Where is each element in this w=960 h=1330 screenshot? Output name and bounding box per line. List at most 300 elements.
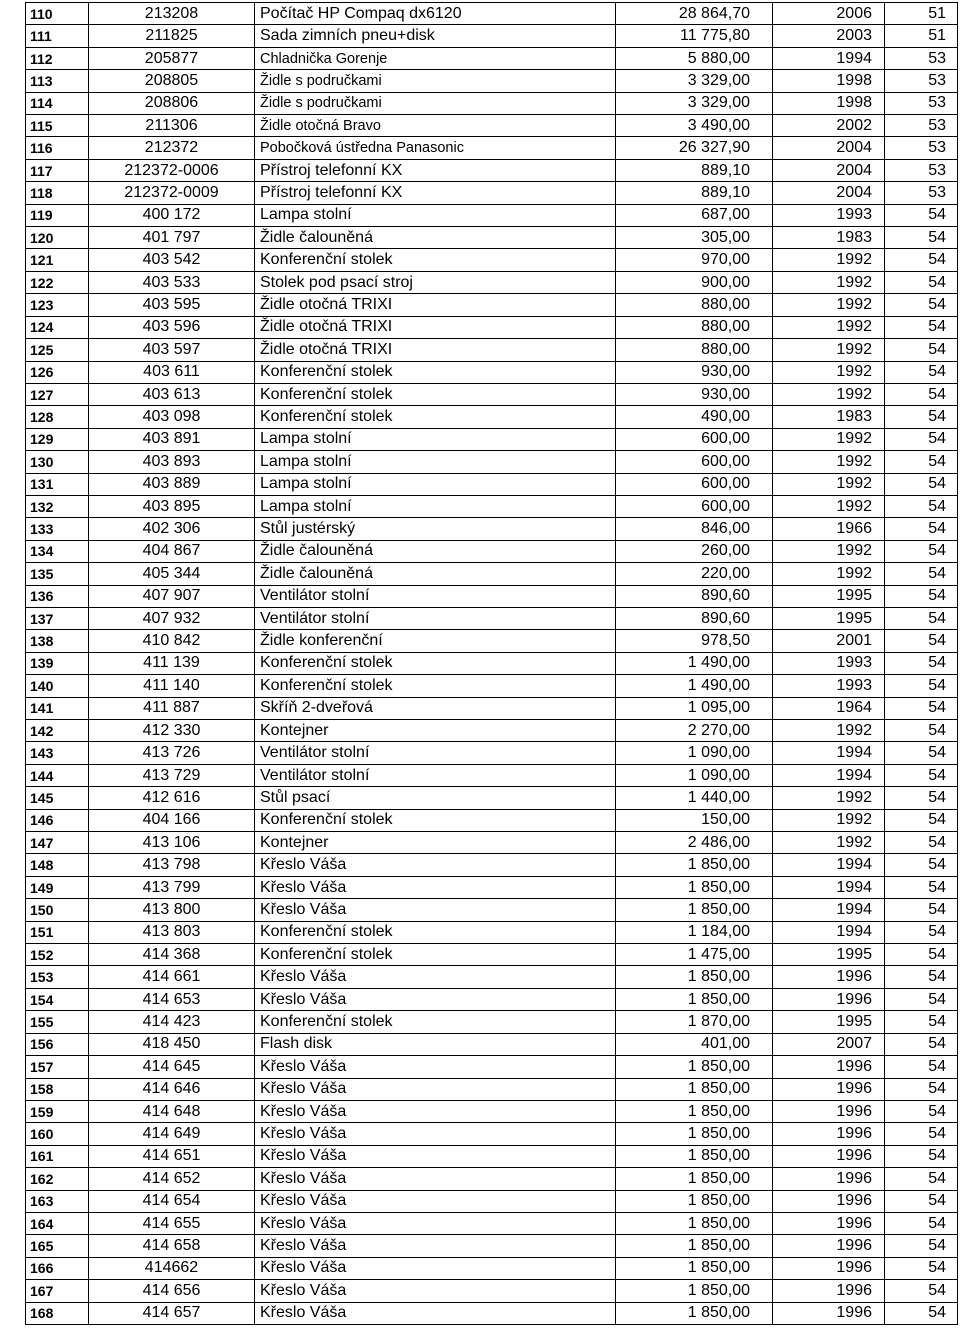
year-cell: 1994 <box>773 47 885 69</box>
table-row <box>26 1257 958 1279</box>
table-row <box>26 271 958 293</box>
price-cell: 490,00 <box>616 406 773 428</box>
room-cell: 53 <box>885 159 958 181</box>
inventory-number-cell: 403 895 <box>89 495 255 517</box>
year-cell: 2002 <box>773 115 885 137</box>
table-row <box>26 159 958 181</box>
row-number-cell: 158 <box>26 1078 89 1100</box>
year-cell: 1964 <box>773 697 885 719</box>
inventory-number-cell: 411 887 <box>89 697 255 719</box>
table-row <box>26 1078 958 1100</box>
year-cell: 1992 <box>773 428 885 450</box>
room-cell: 53 <box>885 92 958 114</box>
room-cell: 54 <box>885 406 958 428</box>
item-name-cell: Ventilátor stolní <box>255 585 616 607</box>
row-number-cell: 116 <box>26 137 89 159</box>
year-cell: 1996 <box>773 1123 885 1145</box>
price-cell: 1 850,00 <box>616 899 773 921</box>
room-cell: 53 <box>885 47 958 69</box>
room-cell: 54 <box>885 1168 958 1190</box>
price-cell: 1 850,00 <box>616 1280 773 1302</box>
room-cell: 54 <box>885 787 958 809</box>
item-name-cell: Chladnička Gorenje <box>255 47 616 69</box>
table-row <box>26 1033 958 1055</box>
inventory-number-cell: 403 533 <box>89 271 255 293</box>
room-cell: 54 <box>885 1257 958 1279</box>
room-cell: 51 <box>885 3 958 25</box>
year-cell: 2004 <box>773 159 885 181</box>
table-row <box>26 1190 958 1212</box>
row-number-cell: 118 <box>26 182 89 204</box>
year-cell: 1992 <box>773 832 885 854</box>
inventory-number-cell: 403 889 <box>89 473 255 495</box>
price-cell: 1 850,00 <box>616 854 773 876</box>
row-number-cell: 155 <box>26 1011 89 1033</box>
year-cell: 2006 <box>773 3 885 25</box>
room-cell: 54 <box>885 1100 958 1122</box>
table-row <box>26 809 958 831</box>
price-cell: 1 850,00 <box>616 1078 773 1100</box>
row-number-cell: 149 <box>26 876 89 898</box>
price-cell: 1 850,00 <box>616 1235 773 1257</box>
inventory-number-cell: 403 893 <box>89 451 255 473</box>
table-row <box>26 428 958 450</box>
inventory-number-cell: 401 797 <box>89 227 255 249</box>
room-cell: 54 <box>885 1033 958 1055</box>
inventory-number-cell: 407 907 <box>89 585 255 607</box>
inventory-number-cell: 418 450 <box>89 1033 255 1055</box>
item-name-cell: Kontejner <box>255 720 616 742</box>
room-cell: 54 <box>885 339 958 361</box>
item-name-cell: Konferenční stolek <box>255 921 616 943</box>
row-number-cell: 123 <box>26 294 89 316</box>
year-cell: 1992 <box>773 563 885 585</box>
table-row <box>26 1280 958 1302</box>
room-cell: 53 <box>885 115 958 137</box>
item-name-cell: Konferenční stolek <box>255 361 616 383</box>
room-cell: 54 <box>885 271 958 293</box>
table-row <box>26 1100 958 1122</box>
price-cell: 11 775,80 <box>616 25 773 47</box>
room-cell: 51 <box>885 25 958 47</box>
item-name-cell: Lampa stolní <box>255 204 616 226</box>
price-cell: 600,00 <box>616 473 773 495</box>
year-cell: 1996 <box>773 1280 885 1302</box>
room-cell: 54 <box>885 720 958 742</box>
price-cell: 889,10 <box>616 159 773 181</box>
year-cell: 1993 <box>773 652 885 674</box>
inventory-number-cell: 404 867 <box>89 540 255 562</box>
item-name-cell: Kontejner <box>255 832 616 854</box>
year-cell: 1994 <box>773 876 885 898</box>
inventory-number-cell: 403 613 <box>89 383 255 405</box>
price-cell: 1 090,00 <box>616 764 773 786</box>
row-number-cell: 129 <box>26 428 89 450</box>
price-cell: 889,10 <box>616 182 773 204</box>
table-row <box>26 854 958 876</box>
inventory-number-cell: 413 798 <box>89 854 255 876</box>
room-cell: 54 <box>885 697 958 719</box>
price-cell: 305,00 <box>616 227 773 249</box>
item-name-cell: Židle čalouněná <box>255 227 616 249</box>
table-row <box>26 607 958 629</box>
table-row <box>26 563 958 585</box>
item-name-cell: Židle čalouněná <box>255 563 616 585</box>
room-cell: 54 <box>885 204 958 226</box>
row-number-cell: 126 <box>26 361 89 383</box>
table-row <box>26 316 958 338</box>
inventory-number-cell: 414 656 <box>89 1280 255 1302</box>
year-cell: 1994 <box>773 764 885 786</box>
row-number-cell: 130 <box>26 451 89 473</box>
table-row <box>26 47 958 69</box>
item-name-cell: Konferenční stolek <box>255 652 616 674</box>
inventory-number-cell: 413 800 <box>89 899 255 921</box>
table-row <box>26 1123 958 1145</box>
row-number-cell: 145 <box>26 787 89 809</box>
table-row <box>26 876 958 898</box>
room-cell: 53 <box>885 137 958 159</box>
price-cell: 600,00 <box>616 428 773 450</box>
inventory-number-cell: 403 891 <box>89 428 255 450</box>
price-cell: 1 850,00 <box>616 1123 773 1145</box>
room-cell: 54 <box>885 876 958 898</box>
item-name-cell: Konferenční stolek <box>255 944 616 966</box>
year-cell: 1995 <box>773 944 885 966</box>
price-cell: 1 850,00 <box>616 988 773 1010</box>
row-number-cell: 131 <box>26 473 89 495</box>
item-name-cell: Přístroj telefonní KX <box>255 182 616 204</box>
row-number-cell: 156 <box>26 1033 89 1055</box>
year-cell: 1996 <box>773 1302 885 1324</box>
table-row <box>26 1168 958 1190</box>
table-row <box>26 204 958 226</box>
price-cell: 900,00 <box>616 271 773 293</box>
year-cell: 1996 <box>773 988 885 1010</box>
year-cell: 1993 <box>773 204 885 226</box>
year-cell: 1996 <box>773 1168 885 1190</box>
price-cell: 1 850,00 <box>616 1100 773 1122</box>
year-cell: 1995 <box>773 607 885 629</box>
row-number-cell: 137 <box>26 607 89 629</box>
year-cell: 2004 <box>773 137 885 159</box>
price-cell: 930,00 <box>616 383 773 405</box>
inventory-number-cell: 400 172 <box>89 204 255 226</box>
item-name-cell: Křeslo Váša <box>255 1257 616 1279</box>
item-name-cell: Konferenční stolek <box>255 383 616 405</box>
year-cell: 1994 <box>773 854 885 876</box>
item-name-cell: Stolek pod psací stroj <box>255 271 616 293</box>
row-number-cell: 119 <box>26 204 89 226</box>
room-cell: 54 <box>885 540 958 562</box>
room-cell: 54 <box>885 854 958 876</box>
item-name-cell: Křeslo Váša <box>255 1280 616 1302</box>
item-name-cell: Ventilátor stolní <box>255 764 616 786</box>
inventory-number-cell: 403 611 <box>89 361 255 383</box>
price-cell: 890,60 <box>616 585 773 607</box>
room-cell: 54 <box>885 294 958 316</box>
year-cell: 2004 <box>773 182 885 204</box>
inventory-number-cell: 212372 <box>89 137 255 159</box>
table-row <box>26 92 958 114</box>
table-row <box>26 406 958 428</box>
inventory-number-cell: 413 106 <box>89 832 255 854</box>
inventory-number-cell: 404 166 <box>89 809 255 831</box>
room-cell: 54 <box>885 1212 958 1234</box>
inventory-number-cell: 412 616 <box>89 787 255 809</box>
row-number-cell: 125 <box>26 339 89 361</box>
room-cell: 54 <box>885 495 958 517</box>
room-cell: 54 <box>885 563 958 585</box>
inventory-number-cell: 410 842 <box>89 630 255 652</box>
price-cell: 1 850,00 <box>616 1145 773 1167</box>
price-cell: 970,00 <box>616 249 773 271</box>
row-number-cell: 168 <box>26 1302 89 1324</box>
room-cell: 54 <box>885 809 958 831</box>
price-cell: 600,00 <box>616 451 773 473</box>
table-row <box>26 227 958 249</box>
room-cell: 54 <box>885 652 958 674</box>
inventory-number-cell: 414662 <box>89 1257 255 1279</box>
table-row <box>26 249 958 271</box>
year-cell: 1992 <box>773 787 885 809</box>
item-name-cell: Skříň 2-dveřová <box>255 697 616 719</box>
row-number-cell: 115 <box>26 115 89 137</box>
price-cell: 880,00 <box>616 339 773 361</box>
year-cell: 1996 <box>773 1212 885 1234</box>
room-cell: 54 <box>885 1011 958 1033</box>
room-cell: 54 <box>885 1235 958 1257</box>
price-cell: 1 850,00 <box>616 1257 773 1279</box>
year-cell: 1996 <box>773 1100 885 1122</box>
room-cell: 53 <box>885 70 958 92</box>
price-cell: 1 850,00 <box>616 876 773 898</box>
item-name-cell: Židle s područkami <box>255 92 616 114</box>
inventory-number-cell: 402 306 <box>89 518 255 540</box>
inventory-number-cell: 412 330 <box>89 720 255 742</box>
row-number-cell: 160 <box>26 1123 89 1145</box>
row-number-cell: 124 <box>26 316 89 338</box>
item-name-cell: Křeslo Váša <box>255 966 616 988</box>
room-cell: 54 <box>885 607 958 629</box>
item-name-cell: Židle čalouněná <box>255 540 616 562</box>
row-number-cell: 139 <box>26 652 89 674</box>
table-row <box>26 540 958 562</box>
inventory-number-cell: 411 140 <box>89 675 255 697</box>
inventory-number-cell: 414 649 <box>89 1123 255 1145</box>
row-number-cell: 167 <box>26 1280 89 1302</box>
row-number-cell: 147 <box>26 832 89 854</box>
row-number-cell: 151 <box>26 921 89 943</box>
year-cell: 1992 <box>773 809 885 831</box>
inventory-number-cell: 211306 <box>89 115 255 137</box>
item-name-cell: Ventilátor stolní <box>255 742 616 764</box>
table-row <box>26 787 958 809</box>
inventory-number-cell: 403 098 <box>89 406 255 428</box>
year-cell: 1998 <box>773 92 885 114</box>
table-row <box>26 1302 958 1324</box>
year-cell: 1995 <box>773 1011 885 1033</box>
inventory-number-cell: 403 542 <box>89 249 255 271</box>
year-cell: 1992 <box>773 361 885 383</box>
row-number-cell: 113 <box>26 70 89 92</box>
price-cell: 1 490,00 <box>616 675 773 697</box>
year-cell: 1992 <box>773 294 885 316</box>
table-row <box>26 652 958 674</box>
inventory-number-cell: 213208 <box>89 3 255 25</box>
table-row <box>26 742 958 764</box>
price-cell: 1 850,00 <box>616 1056 773 1078</box>
inventory-number-cell: 414 657 <box>89 1302 255 1324</box>
year-cell: 1992 <box>773 473 885 495</box>
inventory-number-cell: 403 597 <box>89 339 255 361</box>
price-cell: 150,00 <box>616 809 773 831</box>
inventory-table <box>25 2 958 1325</box>
row-number-cell: 138 <box>26 630 89 652</box>
price-cell: 890,60 <box>616 607 773 629</box>
room-cell: 54 <box>885 630 958 652</box>
table-row <box>26 630 958 652</box>
row-number-cell: 110 <box>26 3 89 25</box>
table-row <box>26 764 958 786</box>
row-number-cell: 143 <box>26 742 89 764</box>
row-number-cell: 117 <box>26 159 89 181</box>
room-cell: 54 <box>885 764 958 786</box>
year-cell: 1992 <box>773 383 885 405</box>
row-number-cell: 144 <box>26 764 89 786</box>
item-name-cell: Přístroj telefonní KX <box>255 159 616 181</box>
price-cell: 930,00 <box>616 361 773 383</box>
year-cell: 1994 <box>773 921 885 943</box>
item-name-cell: Křeslo Váša <box>255 1302 616 1324</box>
row-number-cell: 112 <box>26 47 89 69</box>
room-cell: 54 <box>885 944 958 966</box>
item-name-cell: Křeslo Váša <box>255 1056 616 1078</box>
item-name-cell: Křeslo Váša <box>255 876 616 898</box>
year-cell: 1983 <box>773 227 885 249</box>
row-number-cell: 122 <box>26 271 89 293</box>
price-cell: 1 184,00 <box>616 921 773 943</box>
inventory-number-cell: 407 932 <box>89 607 255 629</box>
year-cell: 1994 <box>773 899 885 921</box>
row-number-cell: 132 <box>26 495 89 517</box>
row-number-cell: 114 <box>26 92 89 114</box>
row-number-cell: 148 <box>26 854 89 876</box>
row-number-cell: 154 <box>26 988 89 1010</box>
row-number-cell: 161 <box>26 1145 89 1167</box>
year-cell: 1996 <box>773 1078 885 1100</box>
room-cell: 54 <box>885 585 958 607</box>
year-cell: 1992 <box>773 339 885 361</box>
table-row <box>26 1235 958 1257</box>
year-cell: 1996 <box>773 1190 885 1212</box>
row-number-cell: 141 <box>26 697 89 719</box>
table-row <box>26 832 958 854</box>
price-cell: 1 850,00 <box>616 1168 773 1190</box>
price-cell: 1 850,00 <box>616 1190 773 1212</box>
item-name-cell: Židle s područkami <box>255 70 616 92</box>
inventory-number-cell: 414 658 <box>89 1235 255 1257</box>
price-cell: 260,00 <box>616 540 773 562</box>
inventory-table-body <box>26 3 958 1325</box>
table-row <box>26 944 958 966</box>
price-cell: 2 486,00 <box>616 832 773 854</box>
price-cell: 880,00 <box>616 294 773 316</box>
inventory-number-cell: 414 653 <box>89 988 255 1010</box>
room-cell: 54 <box>885 1302 958 1324</box>
item-name-cell: Křeslo Váša <box>255 1123 616 1145</box>
room-cell: 54 <box>885 316 958 338</box>
year-cell: 1998 <box>773 70 885 92</box>
room-cell: 54 <box>885 1056 958 1078</box>
item-name-cell: Židle otočná TRIXI <box>255 294 616 316</box>
item-name-cell: Lampa stolní <box>255 495 616 517</box>
table-row <box>26 495 958 517</box>
year-cell: 1992 <box>773 540 885 562</box>
year-cell: 1983 <box>773 406 885 428</box>
inventory-number-cell: 212372-0009 <box>89 182 255 204</box>
inventory-number-cell: 208805 <box>89 70 255 92</box>
row-number-cell: 165 <box>26 1235 89 1257</box>
inventory-number-cell: 413 729 <box>89 764 255 786</box>
row-number-cell: 163 <box>26 1190 89 1212</box>
table-row <box>26 1056 958 1078</box>
price-cell: 5 880,00 <box>616 47 773 69</box>
price-cell: 978,50 <box>616 630 773 652</box>
year-cell: 1992 <box>773 249 885 271</box>
room-cell: 54 <box>885 675 958 697</box>
table-row <box>26 115 958 137</box>
table-row <box>26 137 958 159</box>
row-number-cell: 142 <box>26 720 89 742</box>
price-cell: 220,00 <box>616 563 773 585</box>
room-cell: 54 <box>885 1078 958 1100</box>
price-cell: 26 327,90 <box>616 137 773 159</box>
table-row <box>26 473 958 495</box>
inventory-number-cell: 405 344 <box>89 563 255 585</box>
room-cell: 54 <box>885 988 958 1010</box>
table-row <box>26 585 958 607</box>
table-row <box>26 451 958 473</box>
row-number-cell: 136 <box>26 585 89 607</box>
row-number-cell: 162 <box>26 1168 89 1190</box>
table-row <box>26 1212 958 1234</box>
price-cell: 2 270,00 <box>616 720 773 742</box>
row-number-cell: 134 <box>26 540 89 562</box>
row-number-cell: 140 <box>26 675 89 697</box>
row-number-cell: 120 <box>26 227 89 249</box>
price-cell: 3 329,00 <box>616 92 773 114</box>
table-row <box>26 675 958 697</box>
year-cell: 1992 <box>773 720 885 742</box>
inventory-number-cell: 414 648 <box>89 1100 255 1122</box>
year-cell: 1994 <box>773 742 885 764</box>
year-cell: 1995 <box>773 585 885 607</box>
room-cell: 54 <box>885 473 958 495</box>
item-name-cell: Konferenční stolek <box>255 1011 616 1033</box>
inventory-number-cell: 411 139 <box>89 652 255 674</box>
item-name-cell: Počítač HP Compaq dx6120 <box>255 3 616 25</box>
inventory-number-cell: 208806 <box>89 92 255 114</box>
room-cell: 54 <box>885 966 958 988</box>
inventory-number-cell: 413 799 <box>89 876 255 898</box>
year-cell: 1996 <box>773 1145 885 1167</box>
year-cell: 1993 <box>773 675 885 697</box>
inventory-number-cell: 414 655 <box>89 1212 255 1234</box>
year-cell: 1996 <box>773 1235 885 1257</box>
table-row <box>26 361 958 383</box>
year-cell: 2007 <box>773 1033 885 1055</box>
